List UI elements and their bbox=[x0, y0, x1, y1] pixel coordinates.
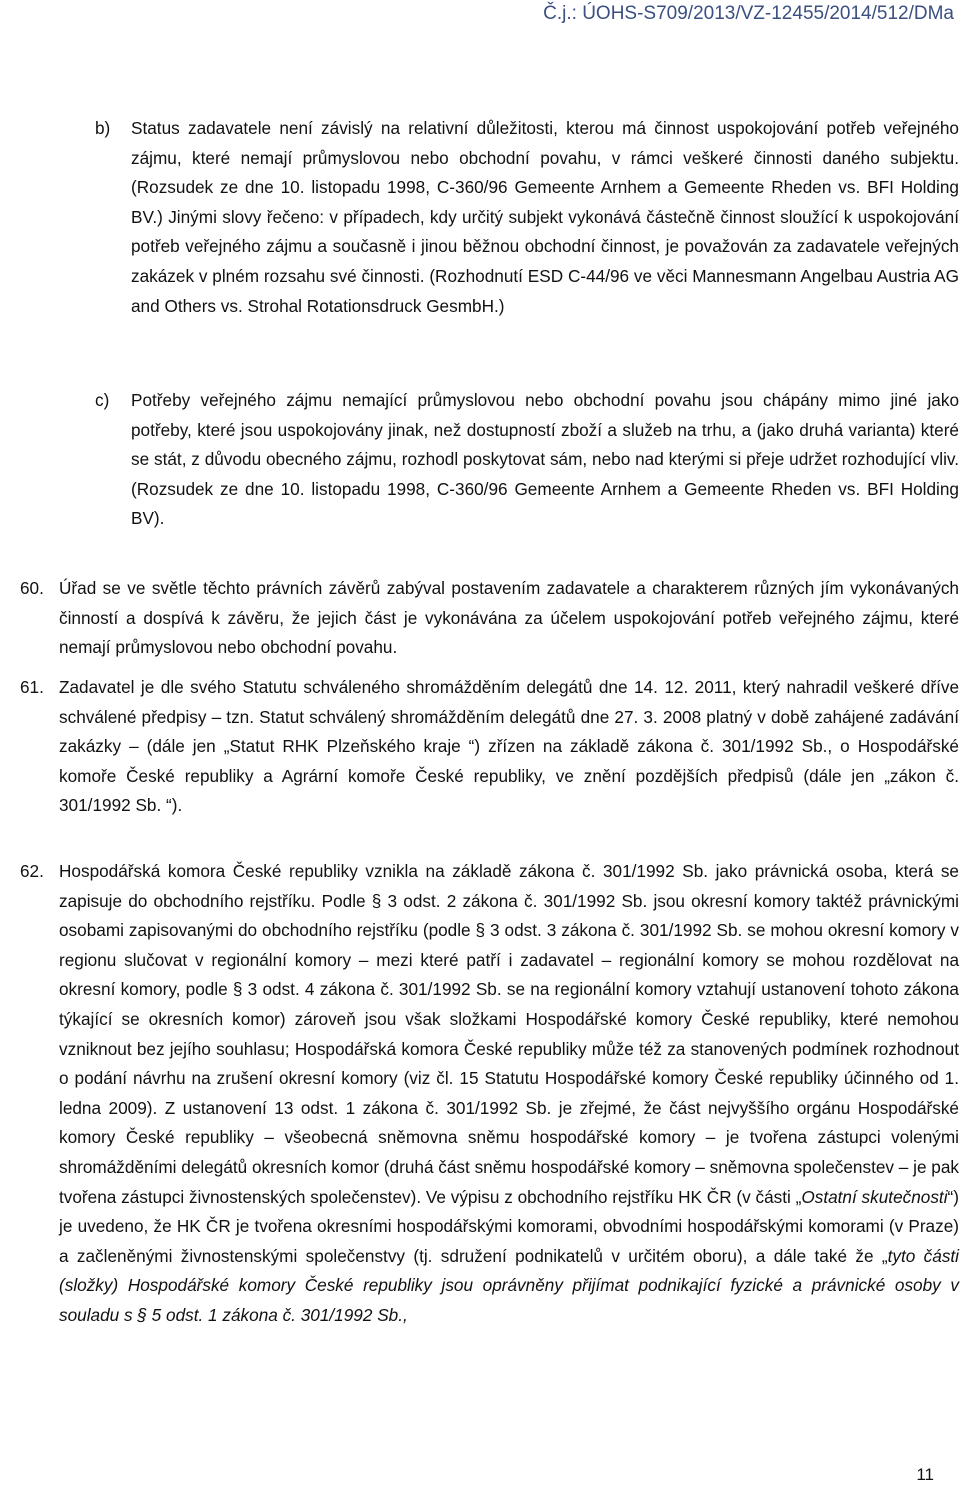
paragraph-62 bbox=[20, 857, 959, 1331]
list-item-c bbox=[95, 386, 959, 534]
list-item-text: Potřeby veřejného zájmu nemající průmyslovou nebo obchodní povahu jsou chápány mimo jiné jako potřeby, které jsou uspokojovány jinak, než dostupností zboží a služeb na trhu, a (jako druhá varianta) které se stát, z důvodu obecného zájmu, rozhodl poskytovat sám, nebo nad kterými si přeje udržet rozhodující vliv. (Rozsudek ze dne 10. listopadu 1998, C-360/96 Gemeente Arnhem a Gemeente Rheden vs. BFI Holding BV). bbox=[131, 390, 959, 529]
paragraph-text: Úřad se ve světle těchto právních závěrů zabýval postavením zadavatele a charakterem různých jím vykonávaných činností a dospívá k závěru, že jejich část je vykonávána za účelem uspokojování potřeb veřejného zájmu, které nemají průmyslovou nebo obchodní povahu. bbox=[59, 578, 959, 658]
list-item-text: Status zadavatele není závislý na relativní důležitosti, kterou má činnost uspokojování potřeb veřejného zájmu, které nemají průmyslovou nebo obchodní povahu, v rámci veškeré činnosti daného subjektu. (Rozsudek ze dne 10. listopadu 1998, C-360/96 Gemeente Arnhem a Gemeente Rheden vs. BFI Holding BV.) Jinými slovy řečeno: v případech, kdy určitý subjekt vykonává částečně činnost sloužící k uspokojování potřeb veřejného zájmu a současně i jinou běžnou obchodní činnost, je považován za zadavatele veřejných zakázek v plném rozsahu své činnosti. (Rozhodnutí ESD C-44/96 ve věci Mannesmann Angelbau Austria AG and Others vs. Strohal Rotationsdruck GesmbH.) bbox=[131, 118, 959, 316]
list-item-label: b) bbox=[95, 118, 111, 138]
paragraph-text bbox=[59, 857, 959, 1331]
paragraph-italic-quote: Ostatní skutečnosti bbox=[801, 1186, 948, 1207]
paragraph-number: 62. bbox=[20, 861, 44, 881]
document-reference: Č.j.: ÚOHS-S709/2013/VZ-12455/2014/512/DMa bbox=[543, 3, 954, 24]
list-item-b bbox=[95, 114, 959, 321]
paragraph-text: Zadavatel je dle svého Statutu schváleného shromážděním delegátů dne 14. 12. 2011, který nahradil veškeré dříve schválené předpisy – tzn. Statut schválený shromážděním delegátů dne 27. 3. 2008 platný v době zahájené zadávání zakázky – (dále jen „Statut RHK Plzeňského kraje “) zřízen na základě zákona č. 301/1992 Sb., o Hospodářské komoře České republiky a Agrární komoře České republiky, ve znění pozdějších předpisů (dále jen „zákon č. 301/1992 Sb. “). bbox=[59, 677, 959, 816]
page-number: 11 bbox=[916, 1465, 934, 1484]
paragraph-number: 61. bbox=[20, 677, 44, 697]
paragraph-60 bbox=[20, 574, 959, 663]
paragraph-text-part: “) je uvedeno, že HK ČR je tvořena okresními hospodářskými komorami, obvodními hospodářskými komorami (v Praze) a začleněnými živnostenskými společenstvy (tj. sdružení podnikatelů v určitém oboru), a dále také že „ bbox=[59, 1186, 959, 1266]
paragraph-italic-quote: tyto části (složky) Hospodářské komory České republiky jsou oprávněny přijímat podnikající fyzické a právnické osoby v souladu s § 5 odst. 1 zákona č. 301/1992 Sb., bbox=[59, 1245, 960, 1325]
list-item-label: c) bbox=[95, 390, 110, 410]
paragraph-number: 60. bbox=[20, 578, 44, 598]
paragraph-text-part: Hospodářská komora České republiky vznikla na základě zákona č. 301/1992 Sb. jako právnická osoba, která se zapisuje do obchodního rejstříku. Podle § 3 odst. 2 zákona č. 301/1992 Sb. jsou okresní komory taktéž právnickými osobami zapisovanými do obchodního rejstříku (podle § 3 odst. 3 zákona č. 301/1992 Sb. se mohou okresní komory v regionu slučovat v regionální komory – mezi které patří i zadavatel – regionální komory se mohou rozdělovat na okresní komory, podle § 3 odst. 4 zákona č. 301/1992 Sb. se na regionální komory vztahují ustanovení tohoto zákona týkající se okresních komor) zároveň jsou však složkami Hospodářské komory České republiky, které nemohou vzniknout bez jejího souhlasu; Hospodářská komora České republiky může též za stanovených podmínek rozhodnout o podání návrhu na zrušení okresní komory (viz čl. 15 Statutu Hospodářské komory České republiky účinného od 1. ledna 2009). Z ustanovení 13 odst. 1 zákona č. 301/1992 Sb. je zřejmé, že část nejvyššího orgánu Hospodářské komory České republiky – všeobecná sněmovna sněmu hospodářské komory – je tvořena zástupci volenými shromážděními delegátů okresních komor (druhá část sněmu hospodářské komory – sněmovna společenstev – je pak tvořena zástupci živnostenských společenstev). Ve výpisu z obchodního rejstříku HK ČR (v části „ bbox=[59, 861, 959, 1207]
paragraph-61 bbox=[20, 673, 959, 821]
